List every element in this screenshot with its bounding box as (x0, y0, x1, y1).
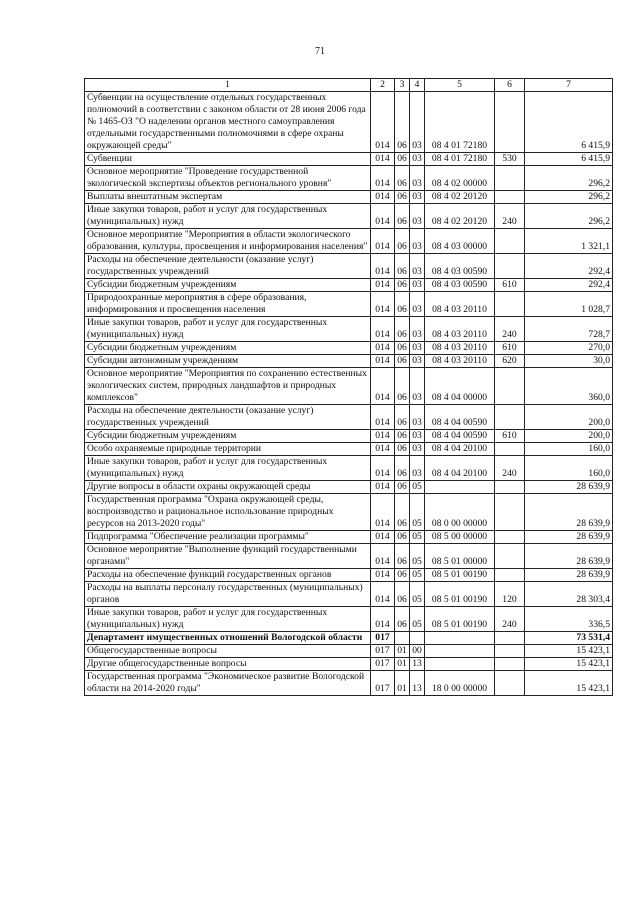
row-amount-cell: 28 639,9 (525, 544, 613, 569)
row-subsection-cell: 03 (410, 292, 425, 317)
table-row (85, 582, 613, 607)
row-expense-type-cell: 120 (495, 582, 525, 607)
page-number: 71 (315, 46, 325, 57)
row-target-code-cell (425, 632, 495, 645)
row-admin-code-cell: 014 (371, 456, 395, 481)
row-name-cell: Иные закупки товаров, работ и услуг для государственных (муниципальных) нужд (85, 607, 371, 632)
row-section-cell: 01 (395, 645, 410, 658)
row-target-code-cell: 08 4 03 20110 (425, 292, 495, 317)
row-admin-code-cell: 014 (371, 191, 395, 204)
row-target-code-cell: 08 4 04 20100 (425, 443, 495, 456)
row-expense-type-cell (495, 292, 525, 317)
table-row (85, 569, 613, 582)
row-expense-type-cell: 240 (495, 607, 525, 632)
row-target-code-cell: 08 4 04 00590 (425, 405, 495, 430)
row-subsection-cell: 03 (410, 430, 425, 443)
row-amount-cell: 292,4 (525, 279, 613, 292)
row-target-code-cell: 08 5 01 00190 (425, 569, 495, 582)
row-section-cell: 06 (395, 191, 410, 204)
table-row (85, 632, 613, 645)
table-row (85, 92, 613, 153)
table-row (85, 544, 613, 569)
row-target-code-cell (425, 481, 495, 494)
row-amount-cell: 336,5 (525, 607, 613, 632)
row-subsection-cell: 05 (410, 582, 425, 607)
row-section-cell: 06 (395, 317, 410, 342)
row-subsection-cell: 03 (410, 166, 425, 191)
row-name-cell: Иные закупки товаров, работ и услуг для государственных (муниципальных) нужд (85, 204, 371, 229)
row-name-cell: Субсидии бюджетным учреждениям (85, 430, 371, 443)
row-amount-cell: 1 028,7 (525, 292, 613, 317)
row-section-cell: 01 (395, 671, 410, 696)
row-target-code-cell: 08 5 01 00000 (425, 544, 495, 569)
row-section-cell: 06 (395, 292, 410, 317)
row-subsection-cell: 05 (410, 481, 425, 494)
row-section-cell: 06 (395, 405, 410, 430)
table-row (85, 342, 613, 355)
row-section-cell (395, 632, 410, 645)
row-admin-code-cell: 014 (371, 166, 395, 191)
row-subsection-cell: 03 (410, 355, 425, 368)
row-admin-code-cell: 017 (371, 632, 395, 645)
row-subsection-cell: 03 (410, 153, 425, 166)
table-row (85, 456, 613, 481)
row-name-cell: Субвенции (85, 153, 371, 166)
row-amount-cell: 6 415,9 (525, 153, 613, 166)
row-amount-cell: 15 423,1 (525, 671, 613, 696)
row-expense-type-cell (495, 166, 525, 191)
row-name-cell: Расходы на выплаты персоналу государственных (муниципальных) органов (85, 582, 371, 607)
row-name-cell: Расходы на обеспечение деятельности (оказание услуг) государственных учреждений (85, 254, 371, 279)
row-target-code-cell: 08 4 01 72180 (425, 92, 495, 153)
row-amount-cell: 160,0 (525, 456, 613, 481)
table-row (85, 671, 613, 696)
row-expense-type-cell: 240 (495, 204, 525, 229)
row-amount-cell: 6 415,9 (525, 92, 613, 153)
row-expense-type-cell: 610 (495, 279, 525, 292)
row-name-cell: Основное мероприятие "Проведение государственной экологической экспертизы объектов регионального уровня" (85, 166, 371, 191)
row-target-code-cell: 08 4 03 20110 (425, 317, 495, 342)
row-amount-cell: 296,2 (525, 166, 613, 191)
row-name-cell: Субсидии бюджетным учреждениям (85, 342, 371, 355)
row-subsection-cell: 00 (410, 645, 425, 658)
row-name-cell: Природоохранные мероприятия в сфере образования, информирования и просвещения населения (85, 292, 371, 317)
row-subsection-cell: 03 (410, 342, 425, 355)
row-target-code-cell: 08 4 03 00590 (425, 279, 495, 292)
row-subsection-cell: 03 (410, 456, 425, 481)
row-amount-cell: 296,2 (525, 204, 613, 229)
table-row (85, 279, 613, 292)
row-name-cell: Государственная программа "Экономическое развитие Вологодской области на 2014-2020 годы" (85, 671, 371, 696)
row-name-cell: Выплаты внештатным экспертам (85, 191, 371, 204)
table-row (85, 494, 613, 531)
row-expense-type-cell (495, 229, 525, 254)
row-amount-cell: 160,0 (525, 443, 613, 456)
row-section-cell: 01 (395, 658, 410, 671)
table-row (85, 430, 613, 443)
table-row (85, 405, 613, 430)
row-section-cell: 06 (395, 254, 410, 279)
row-target-code-cell: 08 5 01 00190 (425, 582, 495, 607)
row-target-code-cell: 08 4 04 00000 (425, 368, 495, 405)
row-section-cell: 06 (395, 166, 410, 191)
table-header-row (85, 79, 613, 92)
header-cell: 7 (525, 79, 613, 92)
row-name-cell: Субсидии бюджетным учреждениям (85, 279, 371, 292)
row-name-cell: Расходы на обеспечение деятельности (оказание услуг) государственных учреждений (85, 405, 371, 430)
row-subsection-cell: 03 (410, 443, 425, 456)
row-admin-code-cell: 014 (371, 279, 395, 292)
row-amount-cell: 28 639,9 (525, 494, 613, 531)
header-cell: 5 (425, 79, 495, 92)
row-admin-code-cell: 014 (371, 342, 395, 355)
row-target-code-cell: 08 5 01 00190 (425, 607, 495, 632)
row-admin-code-cell: 014 (371, 292, 395, 317)
row-admin-code-cell: 014 (371, 254, 395, 279)
row-subsection-cell: 03 (410, 279, 425, 292)
row-subsection-cell: 05 (410, 569, 425, 582)
row-subsection-cell: 05 (410, 494, 425, 531)
row-admin-code-cell: 014 (371, 544, 395, 569)
row-subsection-cell: 13 (410, 658, 425, 671)
row-admin-code-cell: 014 (371, 204, 395, 229)
row-expense-type-cell (495, 632, 525, 645)
row-subsection-cell: 05 (410, 531, 425, 544)
row-name-cell: Иные закупки товаров, работ и услуг для государственных (муниципальных) нужд (85, 456, 371, 481)
row-expense-type-cell (495, 671, 525, 696)
row-expense-type-cell (495, 443, 525, 456)
row-admin-code-cell: 014 (371, 153, 395, 166)
row-expense-type-cell (495, 481, 525, 494)
table-row (85, 229, 613, 254)
row-expense-type-cell (495, 658, 525, 671)
row-name-cell: Расходы на обеспечение функций государственных органов (85, 569, 371, 582)
row-name-cell: Подпрограмма "Обеспечение реализации программы" (85, 531, 371, 544)
row-name-cell: Другие общегосударственные вопросы (85, 658, 371, 671)
table-row (85, 292, 613, 317)
row-target-code-cell: 08 4 01 72180 (425, 153, 495, 166)
header-cell: 2 (371, 79, 395, 92)
row-expense-type-cell: 530 (495, 153, 525, 166)
row-target-code-cell: 08 4 04 00590 (425, 430, 495, 443)
row-amount-cell: 28 639,9 (525, 569, 613, 582)
row-name-cell: Иные закупки товаров, работ и услуг для государственных (муниципальных) нужд (85, 317, 371, 342)
row-expense-type-cell (495, 569, 525, 582)
row-expense-type-cell: 610 (495, 430, 525, 443)
row-admin-code-cell: 014 (371, 443, 395, 456)
table-row (85, 204, 613, 229)
row-section-cell: 06 (395, 494, 410, 531)
row-section-cell: 06 (395, 229, 410, 254)
header-cell: 1 (85, 79, 371, 92)
row-name-cell: Основное мероприятие "Выполнение функций государственными органами" (85, 544, 371, 569)
row-name-cell: Другие вопросы в области охраны окружающей среды (85, 481, 371, 494)
row-section-cell: 06 (395, 204, 410, 229)
row-section-cell: 06 (395, 456, 410, 481)
row-expense-type-cell (495, 92, 525, 153)
row-expense-type-cell (495, 645, 525, 658)
budget-table (84, 78, 613, 696)
row-name-cell: Государственная программа "Охрана окружающей среды, воспроизводство и рациональное использование природных ресурсов на 2013-2020 годы" (85, 494, 371, 531)
row-name-cell: Особо охраняемые природные территории (85, 443, 371, 456)
row-amount-cell: 200,0 (525, 430, 613, 443)
row-admin-code-cell: 014 (371, 355, 395, 368)
row-admin-code-cell: 014 (371, 430, 395, 443)
row-subsection-cell: 03 (410, 405, 425, 430)
row-section-cell: 06 (395, 279, 410, 292)
table-row (85, 166, 613, 191)
row-admin-code-cell: 014 (371, 531, 395, 544)
row-amount-cell: 728,7 (525, 317, 613, 342)
row-target-code-cell: 08 4 02 20120 (425, 191, 495, 204)
row-name-cell: Основное мероприятие "Мероприятия по сохранению естественных экологических систем, природных ландшафтов и природных комплексов" (85, 368, 371, 405)
row-target-code-cell: 08 4 03 20110 (425, 355, 495, 368)
row-expense-type-cell (495, 494, 525, 531)
row-subsection-cell: 13 (410, 671, 425, 696)
row-amount-cell: 30,0 (525, 355, 613, 368)
row-section-cell: 06 (395, 544, 410, 569)
table-row (85, 355, 613, 368)
row-subsection-cell: 03 (410, 317, 425, 342)
row-name-cell: Основное мероприятие "Мероприятия в области экологического образования, культуры, просвещения и информирования населения" (85, 229, 371, 254)
row-target-code-cell: 08 5 00 00000 (425, 531, 495, 544)
row-target-code-cell: 08 4 02 00000 (425, 166, 495, 191)
row-section-cell: 06 (395, 582, 410, 607)
row-subsection-cell: 05 (410, 607, 425, 632)
row-expense-type-cell: 620 (495, 355, 525, 368)
row-target-code-cell: 08 4 04 20100 (425, 456, 495, 481)
header-cell: 4 (410, 79, 425, 92)
row-section-cell: 06 (395, 355, 410, 368)
table-row (85, 254, 613, 279)
row-expense-type-cell (495, 531, 525, 544)
row-expense-type-cell (495, 405, 525, 430)
row-admin-code-cell: 014 (371, 229, 395, 254)
row-admin-code-cell: 014 (371, 607, 395, 632)
row-amount-cell: 296,2 (525, 191, 613, 204)
table-row (85, 191, 613, 204)
row-admin-code-cell: 014 (371, 481, 395, 494)
row-section-cell: 06 (395, 92, 410, 153)
row-admin-code-cell: 014 (371, 92, 395, 153)
row-admin-code-cell: 014 (371, 582, 395, 607)
row-name-cell: Департамент имущественных отношений Вологодской области (85, 632, 371, 645)
row-amount-cell: 15 423,1 (525, 658, 613, 671)
row-amount-cell: 200,0 (525, 405, 613, 430)
row-expense-type-cell: 240 (495, 456, 525, 481)
row-section-cell: 06 (395, 342, 410, 355)
row-amount-cell: 28 639,9 (525, 531, 613, 544)
row-admin-code-cell: 014 (371, 494, 395, 531)
row-target-code-cell: 08 4 03 00590 (425, 254, 495, 279)
row-admin-code-cell: 017 (371, 645, 395, 658)
row-subsection-cell: 03 (410, 92, 425, 153)
row-expense-type-cell: 240 (495, 317, 525, 342)
header-cell: 3 (395, 79, 410, 92)
row-admin-code-cell: 014 (371, 569, 395, 582)
row-section-cell: 06 (395, 531, 410, 544)
row-section-cell: 06 (395, 368, 410, 405)
row-expense-type-cell (495, 254, 525, 279)
row-target-code-cell: 08 4 03 20110 (425, 342, 495, 355)
table-row (85, 607, 613, 632)
table-row (85, 443, 613, 456)
row-section-cell: 06 (395, 430, 410, 443)
row-admin-code-cell: 014 (371, 317, 395, 342)
row-expense-type-cell (495, 191, 525, 204)
row-amount-cell: 292,4 (525, 254, 613, 279)
table-row (85, 645, 613, 658)
row-amount-cell: 28 639,9 (525, 481, 613, 494)
row-name-cell: Субсидии автономным учреждениям (85, 355, 371, 368)
row-expense-type-cell: 610 (495, 342, 525, 355)
row-subsection-cell: 03 (410, 204, 425, 229)
row-section-cell: 06 (395, 443, 410, 456)
row-subsection-cell: 03 (410, 229, 425, 254)
row-subsection-cell: 03 (410, 368, 425, 405)
table-row (85, 481, 613, 494)
table-row (85, 153, 613, 166)
table-row (85, 658, 613, 671)
row-target-code-cell (425, 645, 495, 658)
row-subsection-cell: 05 (410, 544, 425, 569)
row-admin-code-cell: 017 (371, 658, 395, 671)
row-target-code-cell (425, 658, 495, 671)
row-section-cell: 06 (395, 607, 410, 632)
row-name-cell: Общегосударственные вопросы (85, 645, 371, 658)
row-subsection-cell: 03 (410, 254, 425, 279)
row-amount-cell: 270,0 (525, 342, 613, 355)
row-admin-code-cell: 017 (371, 671, 395, 696)
row-target-code-cell: 18 0 00 00000 (425, 671, 495, 696)
row-amount-cell: 360,0 (525, 368, 613, 405)
row-section-cell: 06 (395, 153, 410, 166)
table-row (85, 368, 613, 405)
row-amount-cell: 15 423,1 (525, 645, 613, 658)
row-amount-cell: 73 531,4 (525, 632, 613, 645)
row-subsection-cell (410, 632, 425, 645)
row-target-code-cell: 08 4 03 00000 (425, 229, 495, 254)
row-subsection-cell: 03 (410, 191, 425, 204)
row-section-cell: 06 (395, 569, 410, 582)
row-admin-code-cell: 014 (371, 405, 395, 430)
row-amount-cell: 1 321,1 (525, 229, 613, 254)
row-section-cell: 06 (395, 481, 410, 494)
row-expense-type-cell (495, 368, 525, 405)
row-target-code-cell: 08 0 00 00000 (425, 494, 495, 531)
row-admin-code-cell: 014 (371, 368, 395, 405)
header-cell: 6 (495, 79, 525, 92)
row-target-code-cell: 08 4 02 20120 (425, 204, 495, 229)
row-name-cell: Субвенции на осуществление отдельных государственных полномочий в соответствии с законом области от 28 июня 2006 года № 1465-ОЗ "О наделении органов местного самоуправления отдельными государственными полномочиями в сфере охраны окружающей среды" (85, 92, 371, 153)
row-amount-cell: 28 303,4 (525, 582, 613, 607)
table-row (85, 317, 613, 342)
table-row (85, 531, 613, 544)
row-expense-type-cell (495, 544, 525, 569)
